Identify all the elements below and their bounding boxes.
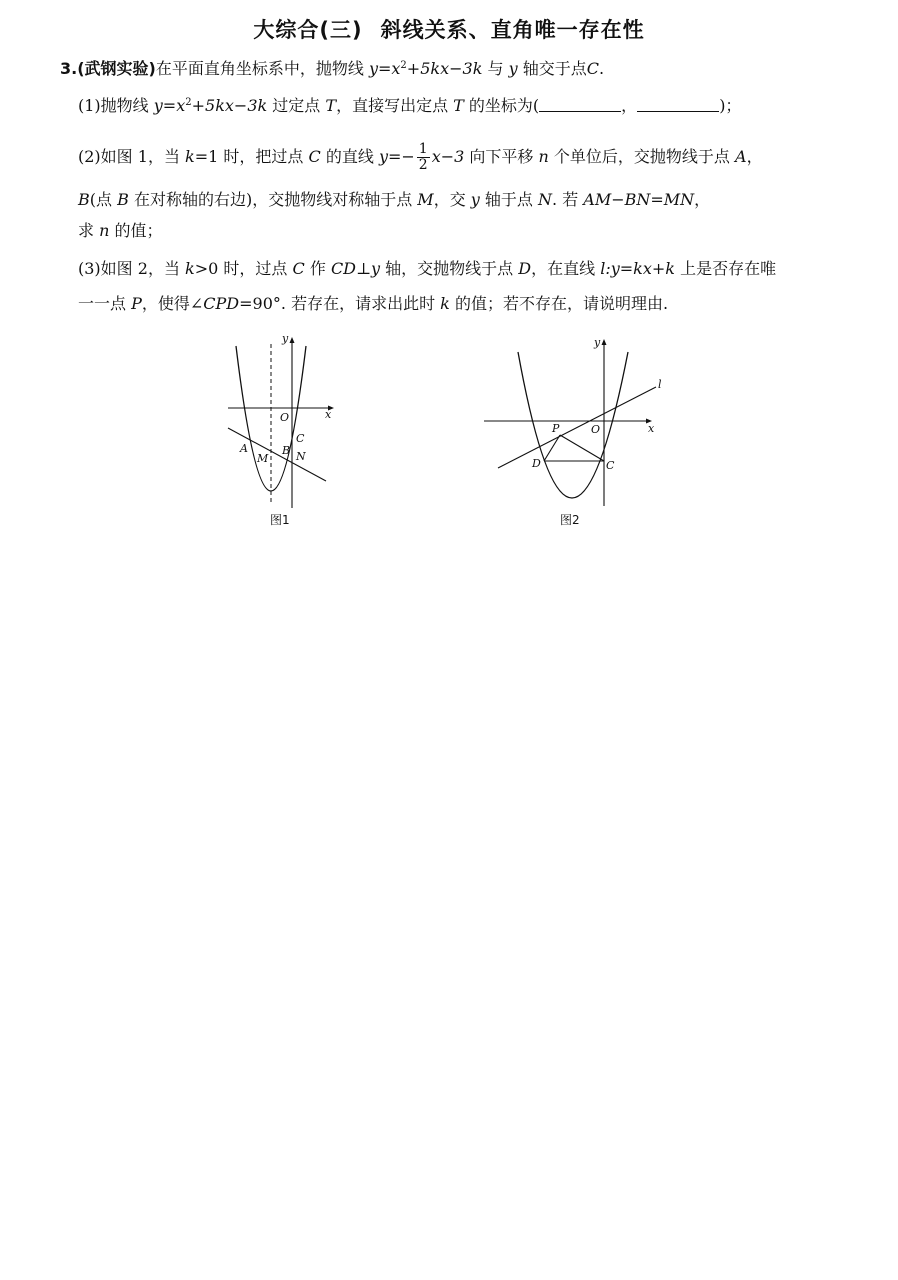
text: . [598, 59, 605, 78]
figure-2-svg [480, 330, 670, 510]
label-C: C [296, 432, 305, 445]
y-axis-arrow [290, 337, 295, 343]
page-title [0, 14, 898, 44]
text: 与 [482, 59, 509, 78]
var-k: k [440, 294, 450, 313]
var-n: n [538, 147, 549, 166]
text: 轴，交抛物线于点 [380, 259, 519, 278]
answer-blank-y[interactable] [637, 97, 719, 112]
label-y: y [282, 332, 289, 345]
part2-line1 [78, 142, 763, 173]
text: 的坐标为( [463, 96, 540, 115]
text: ，使得∠ [141, 294, 204, 313]
text: 求 [78, 221, 100, 240]
condition-eq: AM−BN=MN [583, 190, 695, 209]
text: 的值； [109, 221, 163, 240]
denominator: 2 [418, 157, 428, 173]
numerator: 1 [418, 141, 428, 157]
figure-2-caption: 图2 [560, 513, 580, 527]
problem-number: 3. [60, 59, 78, 78]
label-P: P [552, 422, 560, 435]
text: 在对称轴的右边)，交抛物线对称轴于点 [128, 190, 418, 209]
fraction-half [417, 142, 430, 173]
point-A: A [735, 147, 747, 166]
text: 个单位后，交抛物线于点 [548, 147, 736, 166]
angle-CPD: CPD [203, 294, 240, 313]
segment-pd [544, 435, 560, 461]
point-N: N [538, 190, 553, 209]
label-B: B [282, 444, 291, 457]
point-B: B [117, 190, 129, 209]
point-T: T [325, 96, 337, 115]
part2-line3 [78, 220, 163, 242]
text: (点 [89, 190, 118, 209]
part2-line2 [78, 189, 710, 211]
text: 如图 2，当 [100, 259, 186, 278]
text: 的值；若不存在，请说明理由. [449, 294, 669, 313]
label-C: C [606, 459, 615, 472]
point-B: B [78, 190, 90, 209]
label-O: O [591, 423, 601, 436]
var-k: k [185, 147, 195, 166]
text: =90°. 若存在，请求出此时 [239, 294, 441, 313]
problem-intro [60, 58, 604, 80]
text: 一一点 [78, 294, 132, 313]
label-N: N [296, 450, 306, 463]
perp-condition: CD⊥y [330, 259, 381, 278]
label-y: y [594, 336, 601, 349]
text: 过定点 [267, 96, 326, 115]
label-x: x [325, 408, 332, 421]
point-D: D [518, 259, 532, 278]
parabola-eq: y=x [368, 59, 401, 78]
point-T: T [453, 96, 464, 115]
var-y: y [470, 190, 480, 209]
line-eq: y=− [378, 147, 415, 166]
part3-line1 [78, 258, 776, 280]
point-C: C [292, 259, 305, 278]
text: 作 [304, 259, 331, 278]
title-part2: 斜线关系、直角唯一存在性 [380, 18, 645, 42]
part3-label: (3) [78, 259, 101, 278]
text: 上是否存在唯 [674, 259, 777, 278]
label-A: A [240, 442, 248, 455]
text: ， [621, 96, 638, 115]
text: ，在直线 [531, 259, 601, 278]
text: ，直接写出定点 [336, 96, 454, 115]
text: 轴于点 [479, 190, 539, 209]
exponent: 2 [185, 97, 192, 108]
text: 如图 1，当 [100, 147, 186, 166]
text: )； [719, 96, 742, 115]
parabola-eq-rest: +5kx−3k [191, 96, 268, 115]
text: . 若 [552, 190, 584, 209]
line-eq-rest: x−3 [431, 147, 465, 166]
title-part1: 大综合(三) [253, 18, 363, 42]
text: ， [694, 190, 711, 209]
var-n: n [99, 221, 110, 240]
label-O: O [280, 411, 290, 424]
text: >0 时，过点 [194, 259, 293, 278]
point-C: C [586, 59, 599, 78]
text: 抛物线 [100, 96, 154, 115]
figure-1 [222, 330, 342, 514]
part3-line2 [78, 293, 668, 315]
text: 轴交于点 [517, 59, 587, 78]
figure-1-caption: 图1 [270, 513, 290, 527]
label-l: l [658, 378, 662, 391]
part2-label: (2) [78, 147, 101, 166]
exponent: 2 [400, 60, 407, 71]
point-C: C [308, 147, 321, 166]
point-P: P [131, 294, 142, 313]
text: 向下平移 [464, 147, 539, 166]
parabola-curve [518, 352, 628, 498]
label-M: M [257, 452, 269, 465]
text: =1 时，把过点 [194, 147, 309, 166]
parabola-eq-rest: +5kx−3k [406, 59, 483, 78]
label-x: x [648, 422, 655, 435]
line-l-eq: l:y=kx+k [600, 259, 675, 278]
var-y: y [508, 59, 518, 78]
problem-source: (武钢实验) [77, 59, 156, 78]
answer-blank-x[interactable] [539, 97, 621, 112]
figure-1-svg [222, 330, 342, 510]
part1 [78, 95, 741, 117]
text: ， [746, 147, 763, 166]
figure-2 [480, 330, 670, 514]
var-k: k [185, 259, 195, 278]
y-axis-arrow [602, 339, 607, 345]
label-D: D [532, 457, 541, 470]
point-M: M [417, 190, 434, 209]
segment-pc [560, 435, 604, 461]
parabola-eq: y=x [153, 96, 186, 115]
text: ，交 [433, 190, 471, 209]
line-l [498, 387, 656, 468]
text: 在平面直角坐标系中，抛物线 [155, 59, 369, 78]
text: 的直线 [320, 147, 379, 166]
part1-label: (1) [78, 96, 101, 115]
